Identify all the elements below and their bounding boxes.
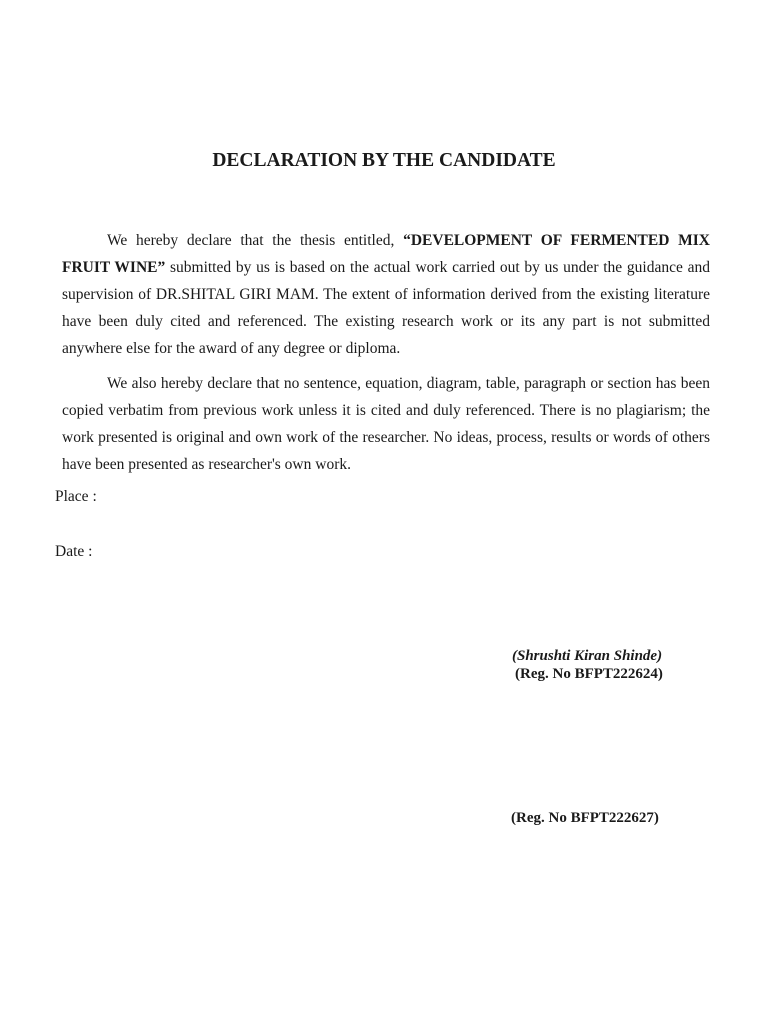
paragraph-1-intro: We hereby declare that the thesis entitled, xyxy=(107,232,404,249)
declaration-paragraph-2: We also hereby declare that no sentence, equation, diagram, table, paragraph or section has been copied verbatim from previous work unless it is cited and duly referenced. There is no plagiarism; the work presented is original and own work of the researcher. No ideas, process, results or words of others have been presented as researcher's own work. xyxy=(62,375,710,473)
thesis-title: “DEVELOPMENT OF FERMENTED MIX FRUIT WINE” xyxy=(62,232,710,276)
paragraph-1-body: submitted by us is based on the actual work carried out by us under the guidance and supervision of DR.SHITAL GIRI MAM. The extent of information derived from the existing literature have been duly cited and referenced. The existing research work or its any part is not submitted anywhere else for the award of any degree or diploma. xyxy=(62,259,710,357)
signatory-1-name: (Shrushti Kiran Shinde) xyxy=(512,648,663,664)
page-title: DECLARATION BY THE CANDIDATE xyxy=(212,150,556,171)
declaration-paragraph-1 xyxy=(62,227,710,362)
place-label: Place : xyxy=(55,488,97,505)
signatory-2-reg-no: (Reg. No BFPT222627) xyxy=(511,810,659,826)
signatory-1-reg-no: (Reg. No BFPT222624) xyxy=(515,666,663,682)
date-label: Date : xyxy=(55,543,93,560)
